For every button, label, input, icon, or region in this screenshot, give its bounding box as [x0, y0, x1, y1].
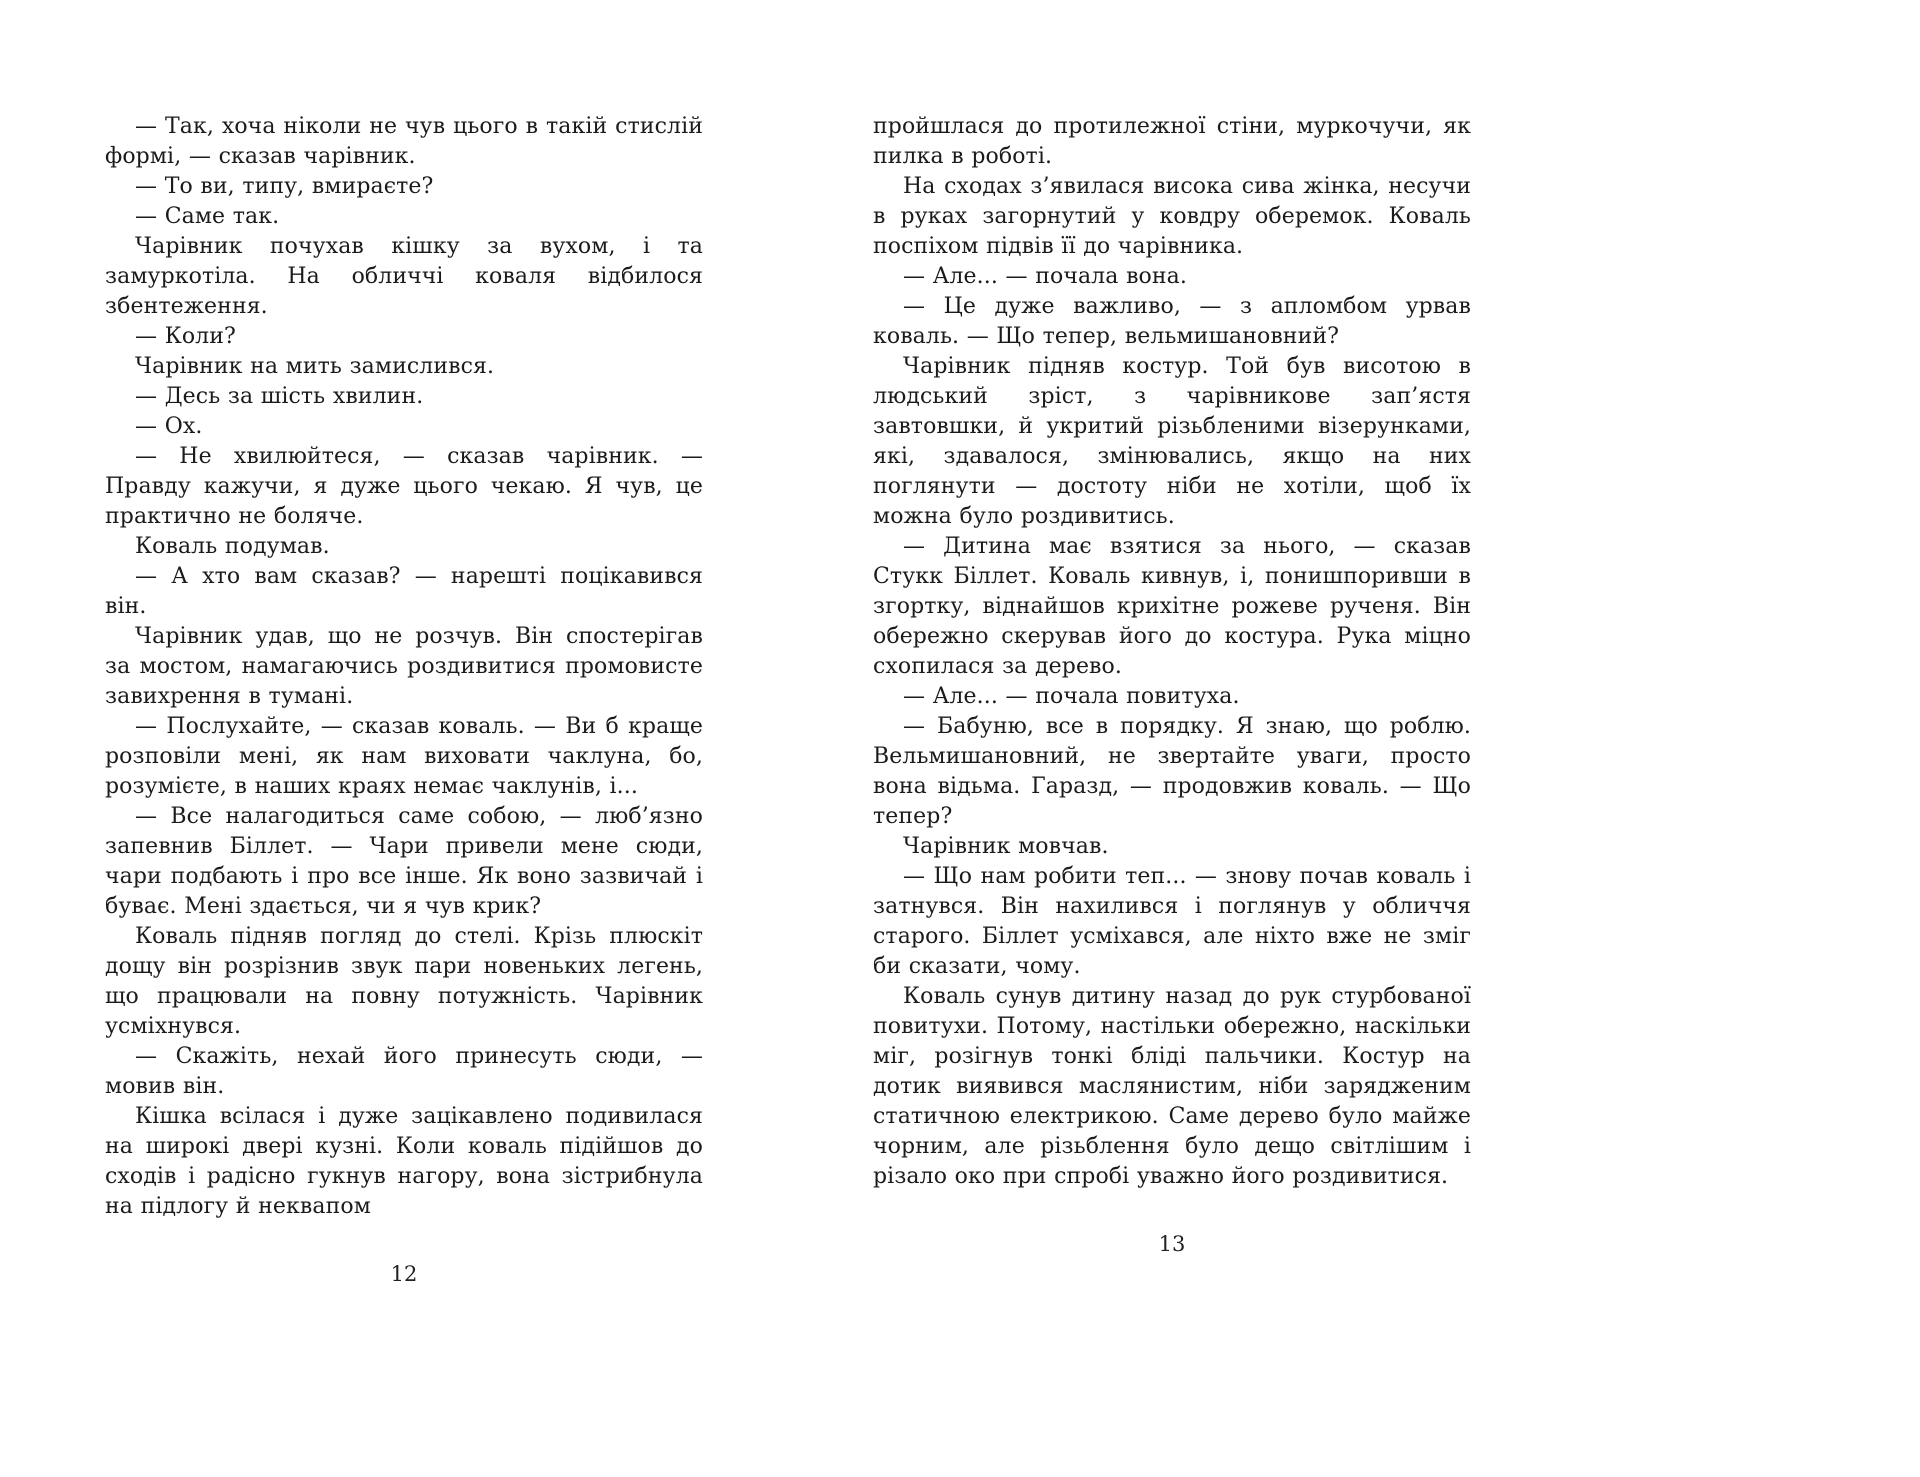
paragraph: Кішка всілася і дуже зацікавлено подивилася на широкі двері кузні. Коли коваль підійшов до сходів і радісно гукнув нагору, вона зістрибнула на підлогу й неквапом	[105, 1104, 703, 1219]
paragraph: Чарівник удав, що не розчув. Він спостерігав за мостом, намагаючись роздивитися промовисте завихрення в тумані.	[105, 624, 703, 709]
paragraph: — Коли?	[135, 324, 236, 349]
page-right-number: 13	[1158, 1232, 1186, 1256]
paragraph: — Дитина має взятися за нього, — сказав Стукк Біллет. Коваль кивнув, і, понишпоривши в згортку, віднайшов крихітне рожеве рученя. Він обережно скерував його до костура. Рука міцно схопилася за дерево.	[873, 534, 1471, 679]
paragraph: Коваль сунув дитину назад до рук стурбованої повитухи. Потому, настільки обережно, наскільки міг, розігнув тонкі бліді пальчики. Костур на дотик виявився маслянистим, ніби зарядженим статичною електрикою. Саме дерево було майже чорним, але різьблення було дещо світлішим і різало око при спробі уважно його роздивитися.	[873, 984, 1471, 1189]
paragraph: — Що нам робити теп... — знову почав коваль і затнувся. Він нахилився і поглянув у обличчя старого. Біллет усміхався, але ніхто вже не зміг би сказати, чому.	[873, 864, 1471, 979]
paragraph: — Але... — почала вона.	[903, 264, 1187, 289]
paragraph: — Це дуже важливо, — з апломбом урвав коваль. — Що тепер, вельмишановний?	[873, 294, 1471, 349]
page-left	[105, 112, 703, 1286]
paragraph: На сходах з’явилася висока сива жінка, несучи в руках загорнутий у ковдру оберемок. Коваль поспіхом підвів її до чарівника.	[873, 174, 1471, 259]
page-right	[873, 112, 1471, 1256]
paragraph: — Не хвилюйтеся, — сказав чарівник. — Правду кажучи, я дуже цього чекаю. Я чув, це практично не боляче.	[105, 444, 703, 529]
paragraph: — Саме так.	[135, 204, 280, 229]
paragraph: — Все налагодиться саме собою, — люб’язно запевнив Біллет. — Чари привели мене сюди, чари подбають і про все інше. Як воно зазвичай і буває. Мені здається, чи я чув крик?	[105, 804, 703, 919]
paragraph: Чарівник мовчав.	[903, 834, 1109, 859]
paragraph: — Скажіть, нехай його принесуть сюди, — мовив він.	[105, 1044, 703, 1099]
paragraph: Чарівник на мить замислився.	[135, 354, 495, 379]
page-right-text	[873, 112, 1471, 1192]
paragraph: Чарівник почухав кішку за вухом, і та замуркотіла. На обличчі коваля відбилося збентеження.	[105, 234, 703, 319]
paragraph: — Десь за шість хвилин.	[135, 384, 424, 409]
paragraph: Чарівник підняв костур. Той був висотою в людський зріст, з чарівникове зап’ястя завтовшки, й укритий різьбленими візерунками, які, здавалося, змінювались, якщо на них поглянути — достоту ніби не хотіли, щоб їх можна було роздивитись.	[873, 354, 1471, 529]
paragraph: — А хто вам сказав? — нарешті поцікавився він.	[105, 564, 703, 619]
paragraph: — Бабуню, все в порядку. Я знаю, що роблю. Вельмишановний, не звертайте уваги, просто вона відьма. Гаразд, — продовжив коваль. — Що тепер?	[873, 714, 1471, 829]
paragraph: Коваль підняв погляд до стелі. Крізь плюскіт дощу він розрізнив звук пари новеньких легень, що працювали на повну потужність. Чарівник усміхнувся.	[105, 924, 703, 1039]
paragraph: Коваль подумав.	[135, 534, 330, 559]
paragraph: — Так, хоча ніколи не чув цього в такій стислій формі, — сказав чарівник.	[105, 114, 703, 169]
paragraph: — То ви, типу, вмираєте?	[135, 174, 434, 199]
paragraph: — Послухайте, — сказав коваль. — Ви б краще розповіли мені, як нам виховати чаклуна, бо, розумієте, в наших краях немає чаклунів, і...	[105, 714, 703, 799]
page-left-number: 12	[390, 1262, 418, 1286]
paragraph: — Ох.	[135, 414, 203, 439]
paragraph: — Але... — почала повитуха.	[903, 684, 1240, 709]
page-left-text	[105, 112, 703, 1222]
paragraph: пройшлася до протилежної стіни, муркочучи, як пилка в роботі.	[873, 114, 1471, 169]
